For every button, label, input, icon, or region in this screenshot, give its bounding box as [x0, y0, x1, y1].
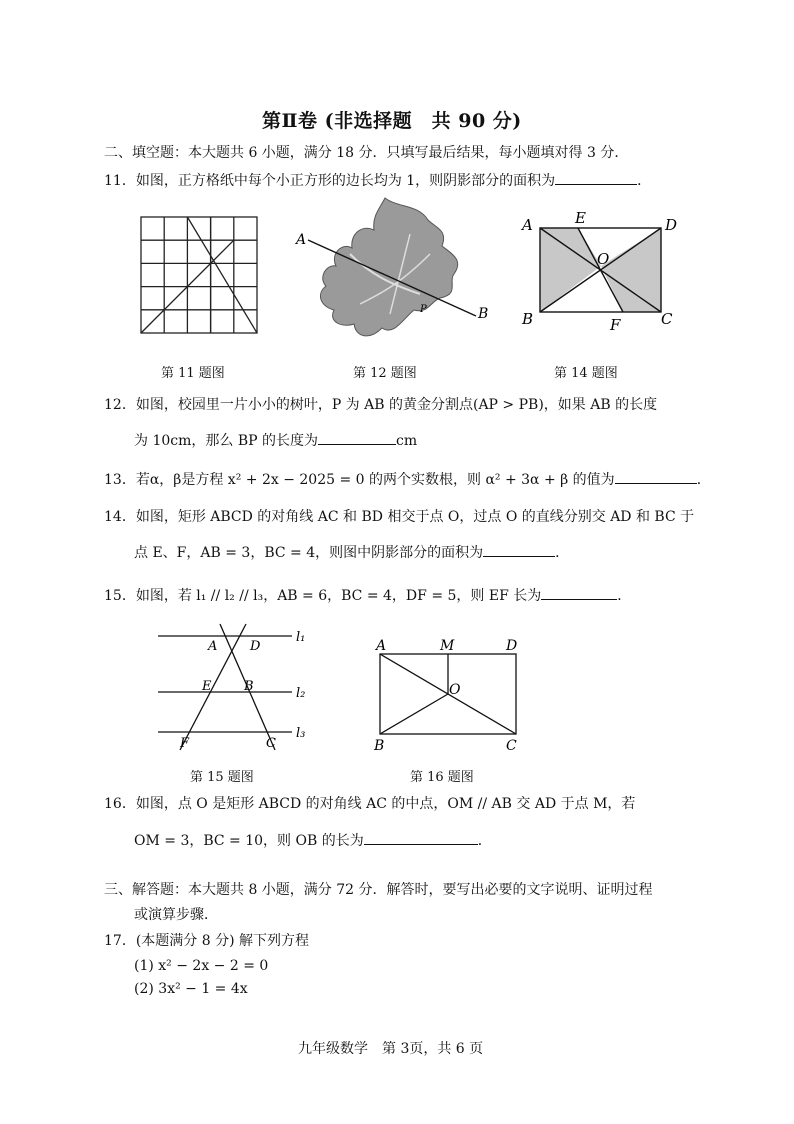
figure-15-parallel-lines: [150, 622, 320, 754]
label-12-A: A: [296, 232, 307, 248]
label-15-l1: l₁: [296, 630, 306, 645]
question-11-end: ．: [637, 173, 652, 189]
label-14-C: C: [661, 310, 673, 328]
label-12-B: B: [478, 306, 489, 322]
section-header-fill-in: 二、填空题：本大题共 6 小题，满分 18 分．只填写最后结果，每小题填对得 3 分．: [104, 145, 629, 161]
label-15-l3: l₃: [296, 726, 306, 741]
question-17-title: 17．(本题满分 8 分) 解下列方程: [104, 933, 309, 949]
answer-blank-11[interactable]: [555, 172, 637, 185]
figure-11-grid: [138, 212, 262, 336]
question-14-line2: [134, 544, 569, 560]
answer-blank-12[interactable]: [318, 432, 396, 445]
answer-blank-16[interactable]: [364, 832, 478, 845]
question-14-text: 点 E、F，AB = 3，BC = 4，则图中阴影部分的面积为: [134, 545, 484, 561]
label-16-D: D: [506, 638, 518, 654]
question-12-text: 为 10cm，那么 BP 的长度为: [134, 433, 318, 449]
question-12-line2: [134, 432, 417, 448]
label-16-C: C: [506, 738, 517, 754]
caption-figure-14: 第 14 题图: [554, 366, 618, 381]
label-14-O: O: [597, 250, 610, 268]
label-14-F: F: [610, 316, 621, 333]
caption-figure-11: 第 11 题图: [161, 366, 225, 381]
answer-blank-14[interactable]: [483, 544, 555, 557]
label-16-M: M: [440, 638, 455, 654]
question-12-line1: 12．如图，校园里一片小小的树叶，P 为 AB 的黄金分割点(AP > PB)，如果 AB 的长度: [104, 397, 658, 413]
question-13-end: ．: [696, 472, 711, 488]
question-14-end: ．: [555, 545, 570, 561]
label-15-B: B: [244, 679, 254, 694]
label-14-B: B: [522, 310, 534, 328]
label-14-D: D: [665, 216, 678, 234]
caption-figure-12: 第 12 题图: [353, 366, 417, 381]
question-16-text: OM = 3，BC = 10，则 OB 的长为: [134, 833, 364, 849]
question-14-line1: 14．如图，矩形 ABCD 的对角线 AC 和 BD 相交于点 O，过点 O 的直线分别交 AD 和 BC 于: [104, 509, 695, 525]
label-16-O: O: [449, 682, 461, 698]
question-11-text: 11．如图，正方格纸中每个小正方形的边长均为 1，则阴影部分的面积为: [104, 173, 556, 189]
question-13-text: 13．若α，β是方程 x² + 2x − 2025 = 0 的两个实数根，则 α² + 3α + β 的值为: [104, 472, 615, 488]
question-15-end: ．: [617, 588, 632, 604]
label-16-B: B: [374, 738, 385, 754]
answer-blank-13[interactable]: [615, 471, 697, 484]
question-17-part2: (2) 3x² − 1 = 4x: [134, 981, 248, 997]
question-13: [104, 471, 711, 487]
label-15-l2: l₂: [296, 686, 306, 701]
section-header-solutions: 三、解答题：本大题共 8 小题，满分 72 分．解答时，要写出必要的文字说明、证明过程: [104, 882, 653, 898]
answer-blank-15[interactable]: [541, 587, 617, 600]
label-15-A: A: [208, 639, 218, 654]
section-header-solutions-line2: 或演算步骤．: [134, 907, 218, 923]
caption-figure-15: 第 15 题图: [190, 770, 254, 785]
label-16-A: A: [376, 638, 387, 654]
question-17-part1: (1) x² − 2x − 2 = 0: [134, 958, 269, 974]
question-11: [104, 172, 651, 188]
page-title: 第Ⅱ卷 (非选择题 共 90 分): [262, 110, 522, 132]
label-15-D: D: [250, 639, 261, 654]
label-15-F: F: [180, 736, 190, 751]
figure-14-rectangle: [518, 208, 688, 333]
question-12-unit: cm: [396, 433, 418, 449]
label-12-P: P: [420, 304, 427, 315]
label-14-A: A: [522, 216, 533, 234]
label-15-E: E: [202, 679, 212, 694]
question-16-end: ．: [477, 833, 492, 849]
figure-16-rectangle: [372, 636, 532, 756]
label-14-E: E: [575, 209, 586, 227]
label-15-C: C: [266, 736, 276, 751]
question-16-line1: 16．如图，点 O 是矩形 ABCD 的对角线 AC 的中点，OM // AB 交 AD 于点 M，若: [104, 796, 636, 812]
figure-12-leaf: [290, 194, 500, 354]
question-15-text: 15．如图，若 l₁ // l₂ // l₃，AB = 6，BC = 4，DF = 5，则 EF 长为: [104, 588, 542, 604]
question-15: [104, 587, 631, 603]
caption-figure-16: 第 16 题图: [410, 770, 474, 785]
page-footer: 九年级数学 第 3页，共 6 页: [298, 1041, 484, 1057]
question-16-line2: [134, 832, 492, 848]
